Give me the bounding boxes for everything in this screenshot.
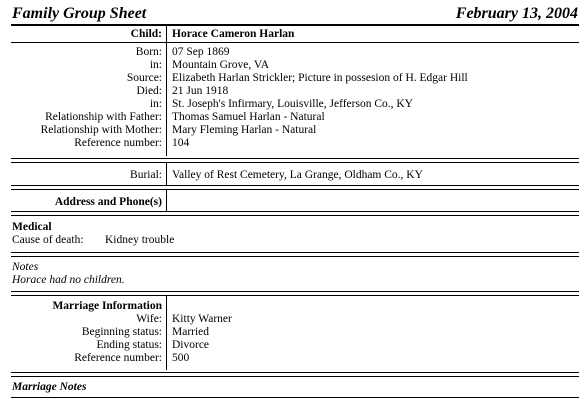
father-relationship-value: Thomas Samuel Harlan - Natural — [172, 111, 325, 123]
burial-value: Valley of Rest Cemetery, La Grange, Oldham Co., KY — [172, 169, 423, 181]
section-rule — [11, 397, 579, 398]
born-label: Born: — [135, 46, 162, 58]
section-rule — [11, 376, 579, 377]
wife-label: Wife: — [136, 313, 162, 325]
section-rule — [11, 215, 579, 216]
page-date: February 13, 2004 — [455, 5, 578, 22]
section-rule — [11, 185, 579, 186]
ending-status-value: Divorce — [172, 339, 210, 351]
page-title: Family Group Sheet — [12, 5, 147, 22]
burial-label: Burial: — [130, 169, 162, 181]
marriage-reference-value: 500 — [172, 352, 190, 364]
mother-relationship-label: Relationship with Mother: — [40, 124, 162, 136]
marriage-reference-label: Reference number: — [74, 352, 162, 364]
notes-text: Horace had no children. — [12, 274, 125, 286]
source-value: Elizabeth Harlan Strickler; Picture in possesion of H. Edgar Hill — [172, 72, 468, 84]
section-rule — [11, 295, 579, 296]
died-label: Died: — [136, 85, 162, 97]
source-label: Source: — [126, 72, 162, 84]
address-column-divider — [166, 190, 167, 211]
section-rule — [11, 189, 579, 190]
child-column-divider — [166, 25, 167, 156]
notes-heading: Notes — [12, 261, 39, 273]
medical-heading: Medical — [12, 221, 52, 233]
address-label: Address and Phone(s) — [54, 196, 162, 208]
section-rule — [11, 211, 579, 212]
header-rule — [11, 24, 579, 26]
child-divider — [11, 42, 579, 43]
beginning-status-value: Married — [172, 326, 210, 338]
born-value: 07 Sep 1869 — [172, 46, 230, 58]
birthplace-value: Mountain Grove, VA — [172, 59, 270, 71]
section-rule — [11, 158, 579, 159]
section-rule — [11, 256, 579, 257]
deathplace-label: in: — [149, 98, 162, 110]
beginning-status-label: Beginning status: — [81, 326, 162, 338]
birthplace-label: in: — [149, 59, 162, 71]
burial-column-divider — [166, 163, 167, 185]
father-relationship-label: Relationship with Father: — [45, 111, 162, 123]
section-rule — [11, 162, 579, 163]
reference-number-value: 104 — [172, 137, 190, 149]
marriage-column-divider — [166, 296, 167, 370]
deathplace-value: St. Joseph's Infirmary, Louisville, Jefferson Co., KY — [172, 98, 413, 110]
section-rule — [11, 291, 579, 292]
died-value: 21 Jun 1918 — [172, 85, 229, 97]
child-name: Horace Cameron Harlan — [172, 28, 295, 40]
child-label: Child: — [130, 28, 162, 40]
ending-status-label: Ending status: — [96, 339, 162, 351]
section-rule — [11, 252, 579, 253]
cause-of-death-label: Cause of death: — [12, 234, 84, 246]
marriage-heading: Marriage Information — [52, 300, 162, 312]
wife-value: Kitty Warner — [172, 313, 232, 325]
cause-of-death-value: Kidney trouble — [105, 234, 175, 246]
reference-number-label: Reference number: — [74, 137, 162, 149]
marriage-notes-heading: Marriage Notes — [12, 381, 87, 393]
mother-relationship-value: Mary Fleming Harlan - Natural — [172, 124, 317, 136]
section-rule — [11, 372, 579, 373]
